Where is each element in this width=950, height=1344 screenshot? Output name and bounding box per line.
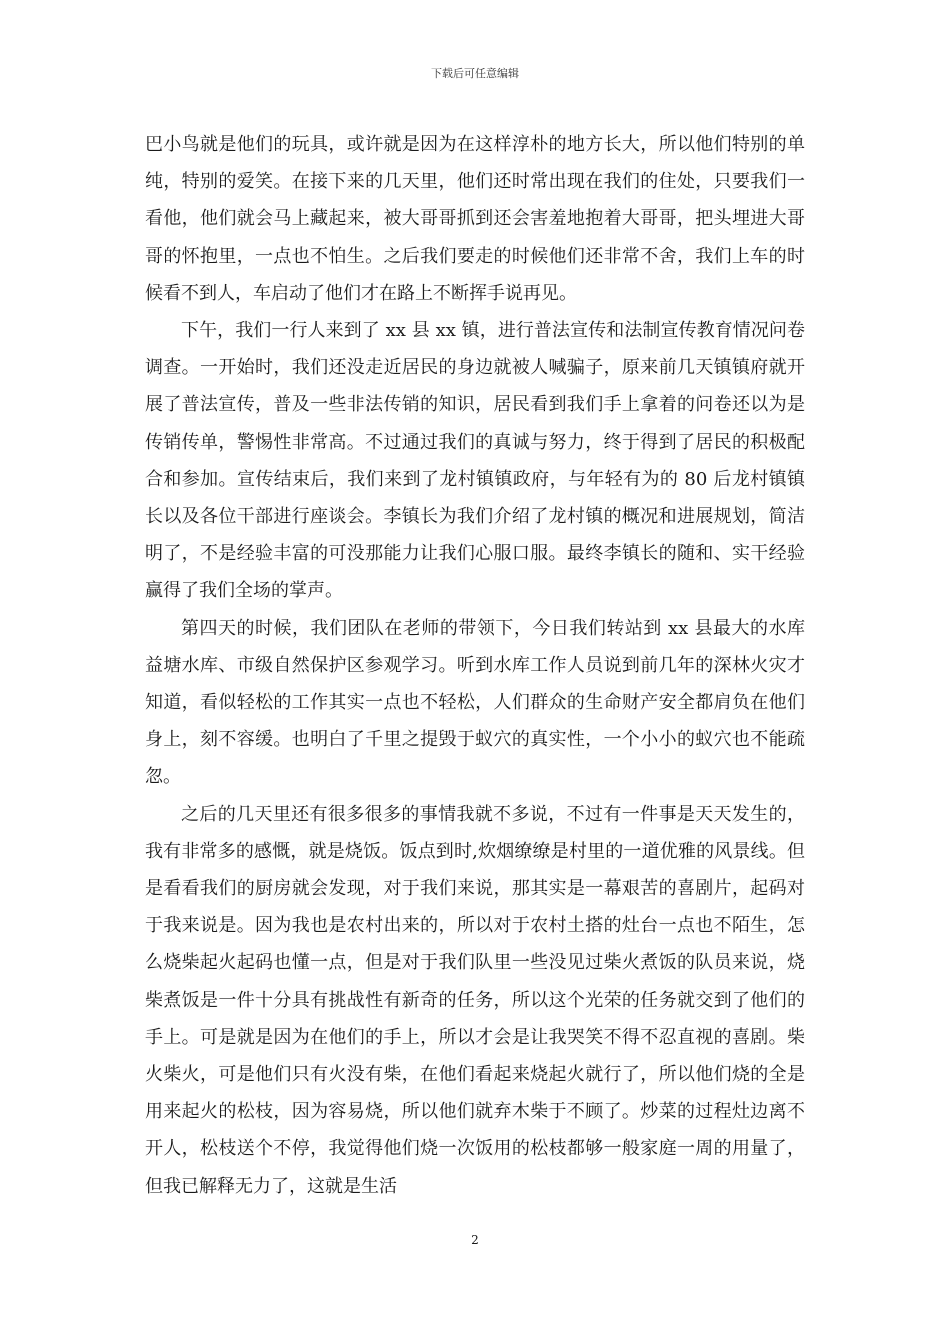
page-header: 下载后可任意编辑 bbox=[431, 67, 519, 80]
paragraph-2: 下午，我们一行人来到了 xx 县 xx 镇，进行普法宣传和法制宣传教育情况问卷调查。一开始时，我们还没走近居民的身边就被人喊骗子，原来前几天镇镇府就开展了普法宣传，普及一些非法传销的知识，居民看到我们手上拿着的问卷还以为是传销传单，警惕性非常高。不过通过我们的真诚与努力，终于得到了居民的积极配合和参加。宣传结束后，我们来到了龙村镇镇政府，与年轻有为的 80 后龙村镇镇长以及各位干部进行座谈会。李镇长为我们介绍了龙村镇的概况和进展规划，简洁明了，不是经验丰富的可没那能力让我们心服口服。最终李镇长的随和、实干经验赢得了我们全场的掌声。 bbox=[145, 320, 805, 602]
page-number: 2 bbox=[471, 1233, 479, 1247]
paragraph-3: 第四天的时候，我们团队在老师的带领下，今日我们转站到 xx 县最大的水库益塘水库、市级自然保护区参观学习。听到水库工作人员说到前几年的深林火灾才知道，看似轻松的工作其实一点也不轻松，人们群众的生命财产安全都肩负在他们身上，刻不容缓。也明白了千里之提毁于蚁穴的真实性，一个小小的蚁穴也不能疏忽。 bbox=[145, 617, 805, 788]
paragraph-1: 巴小鸟就是他们的玩具，或许就是因为在这样淳朴的地方长大，所以他们特别的单纯，特别的爱笑。在接下来的几天里，他们还时常出现在我们的住处，只要我们一看他，他们就会马上藏起来，被大哥哥抓到还会害羞地抱着大哥哥，把头埋进大哥哥的怀抱里，一点也不怕生。之后我们要走的时候他们还非常不舍，我们上车的时候看不到人，车启动了他们才在路上不断挥手说再见。 bbox=[145, 134, 805, 304]
document-body bbox=[145, 126, 805, 1205]
paragraph-4: 之后的几天里还有很多很多的事情我就不多说，不过有一件事是天天发生的，我有非常多的感慨，就是烧饭。饭点到时,炊烟缭缭是村里的一道优雅的风景线。但是看看我们的厨房就会发现，对于我们来说，那其实是一幕艰苦的喜剧片，起码对于我来说是。因为我也是农村出来的，所以对于农村土搭的灶台一点也不陌生，怎么烧柴起火起码也懂一点，但是对于我们队里一些没见过柴火煮饭的队员来说，烧柴煮饭是一件十分具有挑战性有新奇的任务，所以这个光荣的任务就交到了他们的手上。可是就是因为在他们的手上，所以才会是让我哭笑不得不忍直视的喜剧。柴火柴火，可是他们只有火没有柴，在他们看起来烧起火就行了，所以他们烧的全是用来起火的松枝，因为容易烧，所以他们就弃木柴于不顾了。炒菜的过程灶边离不开人，松枝送个不停，我觉得他们烧一次饭用的松枝都够一般家庭一周的用量了，但我已解释无力了，这就是生活 bbox=[145, 803, 805, 1197]
